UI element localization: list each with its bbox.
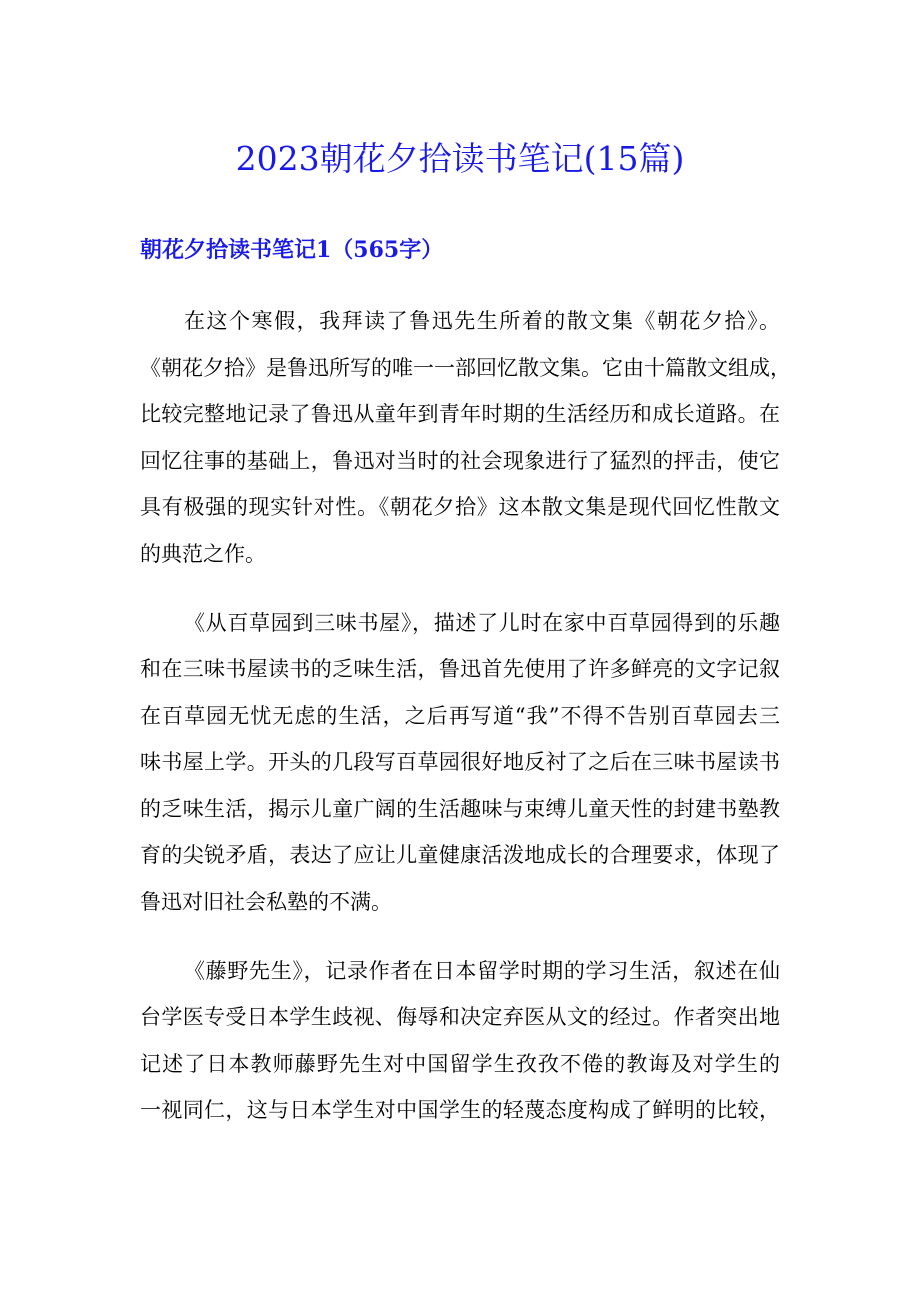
text-line: 在这个寒假，我拜读了鲁迅先生所着的散文集《朝花夕拾》。: [184, 309, 780, 333]
text-line: 和在三味书屋读书的乏味生活，鲁迅首先使用了许多鲜亮的文字记叙: [140, 657, 780, 681]
text-line: 味书屋上学。开头的几段写百草园很好地反衬了之后在三味书屋读书: [140, 750, 780, 774]
text-line: 一视同仁，这与日本学生对中国学生的轻蔑态度构成了鲜明的比较，: [140, 1098, 780, 1122]
text-line: 鲁迅对旧社会私塾的不满。: [140, 889, 392, 914]
paragraph: [140, 600, 780, 926]
text-line: 回忆往事的基础上，鲁迅对当时的社会现象进行了猛烈的抨击，使它: [140, 448, 780, 473]
text-line: 台学医专受日本学生歧视、侮辱和决定弃医从文的经过。作者突出地: [140, 1005, 780, 1029]
text-line: 在百草园无忧无虑的生活，之后再写道“我”不得不告别百草园去三: [140, 703, 780, 728]
text-line: 《藤野先生》，记录作者在日本留学时期的学习生活，叙述在仙: [184, 958, 780, 983]
paragraph: [140, 948, 780, 1134]
text-line: 育的尖锐矛盾，表达了应让儿童健康活泼地成长的合理要求，体现了: [140, 843, 780, 867]
text-line: 记述了日本教师藤野先生对中国留学生孜孜不倦的教诲及对学生的: [140, 1051, 780, 1076]
text-line: 《从百草园到三味书屋》，描述了儿时在家中百草园得到的乐趣: [184, 610, 780, 635]
document-title: 2023朝花夕拾读书笔记(15篇): [235, 139, 685, 178]
document-body: [140, 298, 791, 1156]
text-line: 比较完整地记录了鲁迅从童年到青年时期的生活经历和成长道路。在: [140, 402, 780, 426]
paragraph: [140, 298, 791, 577]
text-line: 具有极强的现实针对性。《朝花夕拾》这本散文集是现代回忆性散文: [140, 495, 780, 519]
text-line: 《朝花夕拾》是鲁迅所写的唯一一部回忆散文集。它由十篇散文组成，: [140, 355, 791, 380]
text-line: 的乏味生活，揭示儿童广阔的生活趣味与束缚儿童天性的封建书塾教: [140, 796, 780, 821]
section-heading: 朝花夕拾读书笔记1（565字）: [140, 237, 444, 263]
text-line: 的典范之作。: [140, 541, 266, 566]
